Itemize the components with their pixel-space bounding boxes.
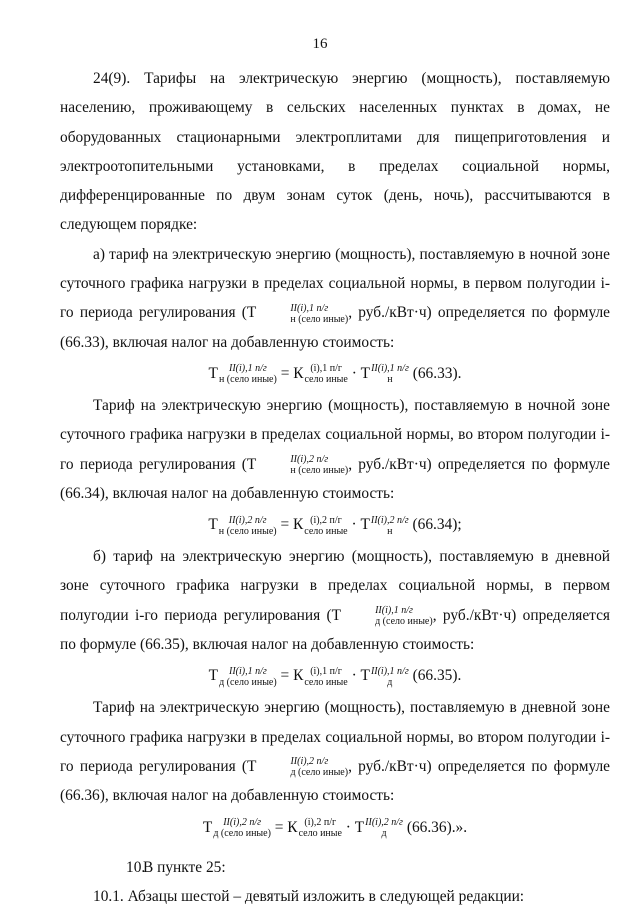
formula-symbol: · Т <box>345 818 365 836</box>
paragraph-24-9: 24(9). Тарифы на электрическую энергию (мощность), поставляемую населению, проживающему в сельских населенных пунктах в домах, не оборудованных стационарными электроплитами для пищеприготовления и электроотопительными установками, в пределах социальной нормы, дифференцированные по двум зонам суток (день, ночь), рассчитываются в следующем порядке: <box>60 70 610 234</box>
inline-subscript: д (село иные) <box>290 767 349 779</box>
inline-superscript: II(i),1 п/г <box>375 605 413 617</box>
formula-symbol: = К <box>280 364 304 382</box>
formula-indices <box>219 363 277 385</box>
formula-symbol: Т <box>202 818 213 836</box>
formula-superscript: (i),1 п/г <box>310 363 342 375</box>
formula-subscript: н <box>387 525 393 537</box>
inline-subscript: н (село иные) <box>290 465 349 477</box>
paragraph-tariff-day-h2 <box>60 693 610 810</box>
formula-number: (66.34); <box>412 516 462 534</box>
paragraph-text: , руб./кВт·ч) определяется по формуле (66.36), включая налог на добавленную стоимость: <box>60 757 610 805</box>
item-10-1: 10.1. Абзацы шестой – девятый изложить в следующей редакции: <box>93 887 525 905</box>
inline-superscript: II(i),2 п/г <box>290 756 329 768</box>
formula-subscript: д (село иные) <box>219 676 277 688</box>
inline-symbol-indices <box>342 605 433 627</box>
inline-symbol-indices <box>257 756 348 778</box>
formula-indices <box>304 666 347 688</box>
formula-indices <box>213 817 271 839</box>
paragraph-text: , руб./кВт·ч) определяется по формуле (66.33), включая налог на добавленную стоимость: <box>60 304 610 351</box>
document-body <box>60 64 610 911</box>
formula-symbol: · Т <box>351 364 371 382</box>
formula-superscript: II(i),2 п/г <box>365 817 403 828</box>
formula-superscript: (i),2 п/г <box>304 817 337 828</box>
item-10-text: В пункте 25: <box>143 858 226 876</box>
formula-symbol: = К <box>274 818 298 836</box>
formula-symbol: Т <box>208 667 219 685</box>
inline-symbol-indices <box>257 303 348 325</box>
paragraph-text: , руб./кВт·ч) определяется по формуле (66.35), включая налог на добавленную стоимость: <box>60 606 610 654</box>
formula-symbol: = К <box>280 516 304 534</box>
formula-subscript: д <box>387 676 393 688</box>
paragraph-text: Тариф на электрическую энергию (мощность), поставляемую в дневной зоне суточного графика нагрузки в пределах социальной нормы, во втором полугодии i-го периода регулирования (Т <box>60 699 610 775</box>
formula-indices <box>371 363 409 385</box>
paragraph-tariff-night-h2 <box>60 391 610 508</box>
paragraph-text: а) тариф на электрическую энергию (мощность), поставляемую в ночной зоне суточного графика нагрузки в пределах социальной нормы, в первом полугодии i-го периода регулирования (Т <box>60 245 610 322</box>
formula-indices <box>304 515 347 537</box>
paragraph-text: , руб./кВт·ч) определяется по формуле (66.34), включая налог на добавленную стоимость: <box>60 455 610 502</box>
formula-indices <box>219 666 277 688</box>
formula-indices <box>365 817 403 839</box>
formula-superscript: II(i),1 п/г <box>371 363 409 375</box>
formula-superscript: II(i),1 п/г <box>370 665 409 677</box>
inline-superscript: II(i),1 п/г <box>290 302 329 314</box>
item-10 <box>60 853 610 882</box>
formula-subscript: село иные <box>304 525 348 537</box>
inline-subscript: д (село иные) <box>375 616 433 628</box>
formula-subscript: д <box>381 828 387 839</box>
paragraph-tariff-night-h1 <box>60 240 610 357</box>
formula-indices <box>371 515 409 537</box>
formula-number: (66.36).». <box>406 818 468 836</box>
formula-superscript: II(i),2 п/г <box>370 514 409 526</box>
formula-indices <box>371 666 409 688</box>
formula-subscript: село иные <box>304 374 348 386</box>
item-10-number: 10. <box>126 858 146 876</box>
formula-66-35 <box>60 659 610 693</box>
paragraph-text: Тариф на электрическую энергию (мощность), поставляемую в ночной зоне суточного графика нагрузки в пределах социальной нормы, во втором полугодии i-го периода регулирования (Т <box>60 396 610 473</box>
formula-symbol: = К <box>280 667 304 685</box>
formula-subscript: н (село иные) <box>218 525 277 537</box>
formula-number: (66.33). <box>412 364 462 382</box>
formula-superscript: (i),2 п/г <box>310 514 342 526</box>
formula-superscript: II(i),1 п/г <box>228 665 267 677</box>
paragraph-tariff-day-h1 <box>60 542 610 659</box>
inline-subscript: н (село иные) <box>290 313 349 325</box>
page-number: 16 <box>312 36 328 52</box>
formula-66-36 <box>60 811 610 845</box>
formula-subscript: село иные <box>304 676 348 688</box>
formula-superscript: (i),1 п/г <box>310 665 342 677</box>
paragraph-text: б) тариф на электрическую энергию (мощность), поставляемую в дневной зоне суточного графика нагрузки в пределах социальной нормы, в первом полугодии i-го периода регулирования (Т <box>60 548 610 624</box>
formula-indices <box>304 363 347 385</box>
formula-subscript: н (село иные) <box>218 374 277 386</box>
formula-subscript: село иные <box>298 828 342 839</box>
inline-superscript: II(i),2 п/г <box>290 454 329 466</box>
formula-indices <box>219 515 277 537</box>
inline-symbol-indices <box>257 454 348 476</box>
formula-superscript: II(i),1 п/г <box>229 363 267 375</box>
formula-symbol: · Т <box>351 516 370 534</box>
formula-66-33 <box>60 357 610 391</box>
formula-superscript: II(i),2 п/г <box>228 514 267 526</box>
formula-symbol: Т <box>208 364 218 382</box>
formula-66-34 <box>60 508 610 542</box>
formula-number: (66.35). <box>412 667 462 685</box>
formula-subscript: д (село иные) <box>213 828 271 839</box>
formula-symbol: Т <box>208 516 218 534</box>
formula-symbol: · Т <box>351 667 370 685</box>
formula-superscript: II(i),2 п/г <box>223 817 261 828</box>
formula-subscript: н <box>387 374 393 386</box>
formula-indices <box>299 817 342 839</box>
